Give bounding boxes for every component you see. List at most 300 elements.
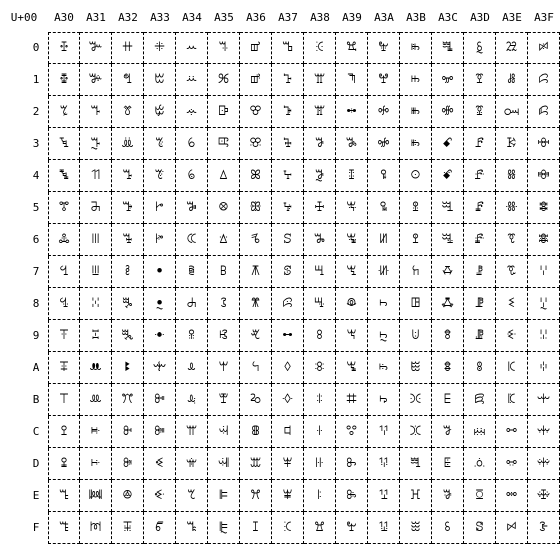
column-header: A3E (502, 11, 522, 24)
glyph: ꗶ (538, 231, 549, 247)
glyph-cell (48, 448, 80, 480)
glyph-cell (464, 192, 496, 224)
glyph: ꕿ (283, 519, 292, 535)
glyph-cell (336, 192, 368, 224)
row-label: 7 (32, 265, 40, 278)
glyph: ꕯ (252, 519, 259, 535)
glyph: ꖯ (378, 519, 389, 535)
glyph-cell (144, 448, 176, 480)
glyph: ꕷ (283, 263, 292, 279)
glyph-cell (304, 288, 336, 320)
glyph-cell (432, 256, 464, 288)
glyph-cell (496, 448, 528, 480)
glyph: ꗴ (537, 167, 550, 183)
glyph: ꖓ (345, 135, 358, 151)
glyph-cell (144, 160, 176, 192)
glyph: ꔦ (122, 231, 133, 247)
glyph: ꔔ (90, 167, 101, 183)
column-header: A3D (470, 11, 490, 24)
glyph: ꗭ (505, 455, 518, 471)
row-label: 3 (32, 137, 40, 150)
glyph-cell (304, 64, 336, 96)
glyph: ꗯ (506, 519, 517, 535)
glyph-cell (112, 64, 144, 96)
glyph: ꔻ (153, 391, 166, 407)
glyph: ꗞ (475, 487, 484, 503)
glyph-cell (48, 224, 80, 256)
glyph: ꗮ (505, 487, 518, 503)
glyph: ꖚ (346, 359, 357, 375)
glyph: ꖪ (378, 359, 389, 375)
glyph-cell (336, 448, 368, 480)
glyph: ꕃ (187, 135, 196, 151)
glyph-cell (176, 96, 208, 128)
glyph-cell (368, 512, 400, 544)
column-header: A34 (182, 11, 202, 24)
glyph: ꔪ (124, 359, 131, 375)
glyph: ꕪ (251, 359, 260, 375)
glyph-cell (432, 448, 464, 480)
glyph: ꗵ (538, 199, 549, 215)
glyph-cell (432, 160, 464, 192)
glyph: ꕬ (251, 423, 260, 439)
glyph-cell (368, 352, 400, 384)
glyph-cell (176, 128, 208, 160)
glyph: ꕨ (250, 295, 261, 311)
glyph-cell (272, 64, 304, 96)
glyph-cell (528, 96, 560, 128)
glyph: ꖍ (315, 455, 324, 471)
glyph: ꔡ (122, 71, 133, 87)
glyph: ꖖ (346, 231, 357, 247)
glyph: ꔿ (154, 519, 165, 535)
glyph: ꔋ (59, 391, 69, 407)
glyph: ꖑ (347, 71, 356, 87)
column-header: A38 (310, 11, 330, 24)
glyph-cell (496, 480, 528, 512)
glyph-cell (208, 480, 240, 512)
glyph-cell (528, 352, 560, 384)
glyph-cell (208, 160, 240, 192)
glyph-cell (496, 224, 528, 256)
glyph-cell (240, 320, 272, 352)
glyph-cell (112, 128, 144, 160)
glyph: ꗀ (441, 40, 454, 55)
glyph: ꔸ (155, 295, 164, 311)
glyph: ꗅ (441, 199, 454, 215)
glyph-cell (464, 64, 496, 96)
glyph: ꕽ (282, 455, 293, 471)
glyph-cell (272, 288, 304, 320)
glyph-cell (80, 416, 112, 448)
glyph-cell (240, 160, 272, 192)
glyph-cell (48, 384, 80, 416)
glyph-cell (48, 288, 80, 320)
glyph-cell (464, 160, 496, 192)
glyph-cell (80, 384, 112, 416)
row-label: 6 (32, 233, 40, 246)
glyph-cell (176, 416, 208, 448)
glyph: ꔌ (60, 423, 68, 439)
glyph: ꖟ (346, 519, 357, 535)
glyph: ꗃ (442, 135, 453, 151)
glyph-cell (464, 96, 496, 128)
glyph-cell (336, 256, 368, 288)
glyph: ꕛ (218, 391, 229, 407)
glyph: ꕭ (249, 455, 262, 471)
glyph-cell (208, 512, 240, 544)
glyph: ꖔ (348, 167, 355, 183)
column-header: A35 (214, 11, 234, 24)
glyph: ꖙ (346, 327, 357, 343)
glyph: ꗤ (506, 167, 517, 183)
glyph: ꔧ (124, 263, 131, 279)
glyph: ꔛ (89, 391, 102, 407)
glyph: ꕩ (250, 327, 261, 343)
glyph: ꖘ (345, 295, 358, 311)
glyph: ꔗ (91, 263, 100, 279)
glyph: ꔮ (122, 487, 133, 503)
glyph-cell (112, 224, 144, 256)
glyph-cell (400, 160, 432, 192)
glyph: ꔷ (156, 263, 163, 279)
glyph-cell (112, 256, 144, 288)
glyph: ꕅ (186, 199, 197, 215)
glyph-cell (464, 224, 496, 256)
glyph-cell (240, 416, 272, 448)
glyph: ꖼ (409, 423, 422, 439)
glyph-cell (432, 32, 464, 64)
row-label: 9 (32, 329, 40, 342)
glyph-cell (496, 384, 528, 416)
glyph: ꔉ (59, 327, 69, 343)
glyph-cell (272, 256, 304, 288)
glyph-cell (400, 416, 432, 448)
glyph-cell (176, 224, 208, 256)
glyph: ꔒ (90, 103, 101, 119)
glyph: ꗓ (474, 135, 485, 151)
row-label: D (32, 457, 40, 470)
glyph-cell (112, 96, 144, 128)
glyph: ꔶ (155, 231, 164, 247)
glyph: ꕍ (185, 455, 198, 471)
glyph-cell (336, 480, 368, 512)
glyph-cell (48, 256, 80, 288)
glyph-cell (336, 352, 368, 384)
glyph-cell (80, 352, 112, 384)
glyph-cell (528, 192, 560, 224)
glyph-cell (208, 256, 240, 288)
glyph-cell (144, 96, 176, 128)
glyph-cell (400, 352, 432, 384)
glyph-cell (208, 192, 240, 224)
glyph: ꔫ (121, 391, 134, 407)
glyph: ꕡ (250, 71, 261, 87)
glyph: ꔓ (90, 135, 101, 151)
glyph: ꗝ (473, 455, 486, 471)
glyph-cell (240, 128, 272, 160)
glyph-cell (144, 416, 176, 448)
glyph-cell (368, 160, 400, 192)
glyph-cell (496, 32, 528, 64)
glyph: ꗜ (473, 423, 486, 439)
glyph-cell (80, 64, 112, 96)
glyph: ꗑ (474, 71, 485, 87)
glyph-cell (304, 192, 336, 224)
glyph-cell (304, 32, 336, 64)
glyph: ꕹ (282, 327, 293, 343)
glyph-cell (144, 224, 176, 256)
glyph-cell (240, 192, 272, 224)
glyph: ꔴ (154, 167, 165, 183)
glyph-cell (144, 512, 176, 544)
glyph: ꖬ (378, 423, 389, 439)
glyph-cell (336, 32, 368, 64)
glyph-cell (432, 384, 464, 416)
glyph-cell (272, 320, 304, 352)
glyph: ꔳ (155, 135, 164, 151)
glyph-cell (496, 64, 528, 96)
glyph-cell (496, 512, 528, 544)
glyph-cell (240, 512, 272, 544)
glyph: ꗷ (539, 263, 548, 279)
glyph-cell (208, 224, 240, 256)
glyph: ꖀ (315, 40, 324, 55)
glyph: ꗽ (536, 455, 551, 471)
glyph-cell (208, 128, 240, 160)
glyph: ꗦ (506, 231, 517, 247)
glyph-cell (80, 256, 112, 288)
column-header: A3B (406, 11, 426, 24)
glyph: ꗄ (442, 167, 453, 183)
glyph: ꖕ (346, 199, 357, 215)
glyph-cell (112, 416, 144, 448)
glyph: ꖏ (314, 519, 325, 535)
glyph: ꗳ (537, 135, 550, 151)
glyph: ꕱ (282, 71, 293, 87)
glyph: ꗺ (539, 359, 548, 375)
glyph: ꖶ (411, 231, 420, 247)
glyph-cell (80, 224, 112, 256)
glyph: ꕄ (187, 167, 196, 183)
glyph-cell (208, 352, 240, 384)
glyph-cell (528, 256, 560, 288)
glyph-cell (400, 64, 432, 96)
glyph-cell (304, 384, 336, 416)
glyph: ꗣ (506, 135, 517, 151)
glyph-cell (432, 96, 464, 128)
glyph-cell (144, 288, 176, 320)
glyph: ꗌ (442, 423, 453, 439)
glyph-cell (528, 160, 560, 192)
glyph: ꔝ (90, 455, 101, 471)
glyph: ꔄ (58, 167, 70, 183)
glyph-cell (528, 480, 560, 512)
glyph: ꗊ (443, 359, 452, 375)
glyph-cell (368, 128, 400, 160)
glyph: ꕟ (218, 519, 229, 535)
glyph-cell (272, 384, 304, 416)
glyph-cell (368, 480, 400, 512)
glyph-cell (496, 256, 528, 288)
column-header: A31 (86, 11, 106, 24)
glyph: ꕫ (249, 391, 262, 407)
glyph-cell (144, 384, 176, 416)
glyph: ꕼ (283, 423, 292, 439)
glyph: ꖌ (316, 423, 323, 439)
glyph: ꖿ (410, 519, 421, 535)
glyph: ꔣ (121, 135, 134, 151)
glyph-cell (336, 384, 368, 416)
glyph: ꔘ (91, 295, 100, 311)
glyph-cell (528, 320, 560, 352)
glyph: ꖒ (346, 103, 357, 119)
glyph-cell (528, 512, 560, 544)
glyph: ꕾ (282, 487, 293, 503)
glyph: ꖸ (410, 295, 421, 311)
glyph-cell (240, 256, 272, 288)
glyph: ꕇ (187, 263, 196, 279)
glyph: ꗻ (536, 391, 551, 407)
row-label: B (32, 393, 40, 406)
glyph-cell (528, 384, 560, 416)
glyph: ꗬ (505, 423, 518, 439)
glyph: ꕆ (186, 231, 197, 247)
glyph-cell (80, 480, 112, 512)
glyph-cell (528, 128, 560, 160)
glyph-cell (80, 512, 112, 544)
glyph: ꔵ (155, 199, 164, 215)
glyph: ꖆ (313, 231, 326, 247)
glyph-cell (176, 32, 208, 64)
glyph-cell (144, 352, 176, 384)
glyph: ꖗ (346, 263, 357, 279)
glyph-cell (208, 288, 240, 320)
glyph: ꔅ (58, 199, 70, 215)
glyph: ꔂ (59, 103, 69, 119)
glyph-cell (144, 64, 176, 96)
glyph: ꔥ (122, 199, 133, 215)
glyph-cell (528, 416, 560, 448)
glyph: ꔹ (154, 327, 165, 343)
glyph-cell (208, 32, 240, 64)
glyph-cell (496, 160, 528, 192)
glyph: ꖂ (313, 103, 326, 119)
glyph: ꔈ (59, 295, 69, 311)
glyph: ꖜ (345, 423, 358, 439)
glyph-cell (368, 320, 400, 352)
glyph: ꔊ (59, 359, 69, 375)
glyph: ꖹ (411, 327, 420, 343)
glyph: ꗹ (539, 327, 548, 343)
glyph: ꕵ (282, 199, 293, 215)
glyph: ꖄ (314, 167, 325, 183)
glyph: ꗎ (442, 487, 453, 503)
glyph: ꖤ (379, 167, 388, 183)
glyph: ꕲ (282, 103, 293, 119)
glyph: ꕘ (220, 295, 227, 311)
glyph: ꗰ (538, 40, 549, 55)
row-label: E (32, 489, 40, 502)
glyph-cell (144, 192, 176, 224)
glyph: ꕂ (185, 103, 198, 119)
glyph: ꔠ (121, 40, 134, 55)
glyph-cell (112, 448, 144, 480)
glyph-cell (464, 32, 496, 64)
glyph: ꕦ (250, 231, 261, 247)
glyph: ꗔ (474, 167, 485, 183)
glyph: ꕰ (281, 40, 294, 55)
glyph: ꗠ (505, 40, 518, 55)
glyph-cell (496, 320, 528, 352)
glyph: ꕤ (250, 167, 261, 183)
row-label: 8 (32, 297, 40, 310)
glyph: ꗾ (536, 487, 551, 503)
glyph-cell (304, 128, 336, 160)
glyph-cell (400, 512, 432, 544)
glyph-cell (304, 320, 336, 352)
glyph: ꔀ (59, 40, 69, 55)
glyph-cell (48, 128, 80, 160)
glyph-cell (48, 480, 80, 512)
row-label: F (32, 521, 40, 534)
glyph-cell (208, 416, 240, 448)
glyph-cell (80, 192, 112, 224)
glyph-cell (496, 416, 528, 448)
glyph: ꖧ (377, 263, 390, 279)
glyph-cell (48, 192, 80, 224)
glyph: ꗲ (538, 103, 549, 119)
row-label: 1 (32, 73, 40, 86)
glyph: ꕳ (282, 135, 293, 151)
glyph: ꕈ (186, 295, 197, 311)
glyph: ꕚ (218, 359, 229, 375)
column-header: A37 (278, 11, 298, 24)
column-header: A3F (534, 11, 554, 24)
glyph-cell (112, 320, 144, 352)
glyph-cell (336, 512, 368, 544)
glyph: ꔟ (89, 519, 102, 535)
glyph: ꖫ (379, 391, 388, 407)
glyph: ꗇ (441, 263, 454, 279)
glyph-cell (304, 416, 336, 448)
glyph: ꗢ (503, 103, 520, 119)
glyph: ꖇ (314, 263, 325, 279)
glyph-cell (400, 96, 432, 128)
glyph-cell (400, 32, 432, 64)
glyph: ꖋ (316, 391, 323, 407)
glyph: ꗥ (505, 199, 518, 215)
glyph-cell (144, 320, 176, 352)
glyph: ꕺ (283, 359, 292, 375)
glyph: ꖣ (377, 135, 390, 151)
row-label: 0 (32, 41, 40, 54)
glyph: ꕙ (218, 327, 229, 343)
glyph: ꖥ (379, 199, 388, 215)
glyph: ꕠ (250, 40, 261, 55)
glyph: ꔐ (88, 40, 103, 55)
glyph-cell (112, 384, 144, 416)
glyph-cell (464, 480, 496, 512)
glyph: ꖡ (378, 71, 389, 87)
glyph: ꗒ (474, 103, 485, 119)
glyph: ꗍ (443, 455, 452, 471)
glyph-cell (208, 320, 240, 352)
glyph-cell (400, 224, 432, 256)
glyph-cell (368, 384, 400, 416)
glyph-cell (496, 192, 528, 224)
glyph: ꔃ (58, 135, 70, 151)
